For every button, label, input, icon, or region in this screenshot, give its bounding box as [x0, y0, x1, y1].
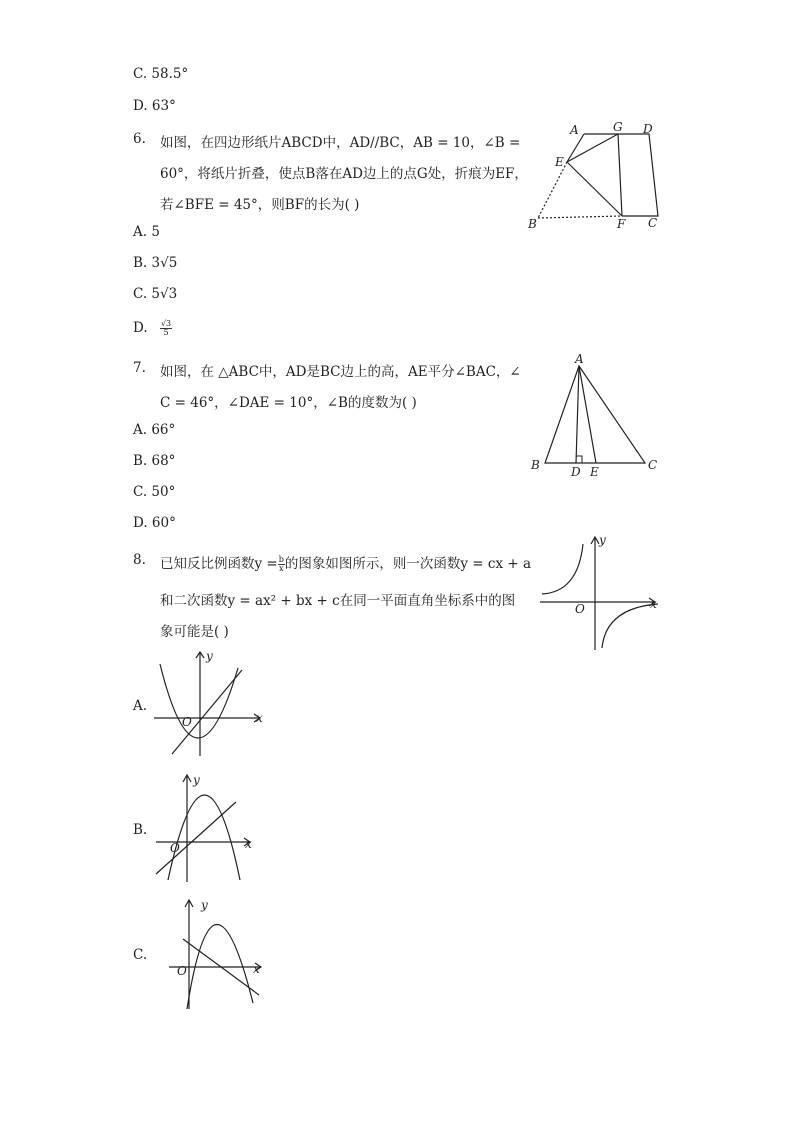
- q7-stem-line2: C = 46°，∠DAE = 10°，∠B的度数为( ): [160, 395, 417, 411]
- q8-reference-figure: [538, 534, 663, 652]
- q6-option-b: B. 3√5: [133, 255, 178, 271]
- q6-figure: [522, 118, 672, 233]
- q8-option-c-graph: [165, 893, 275, 1013]
- q7-option-b: B. 68°: [133, 453, 176, 469]
- q6-label-a: A: [570, 123, 579, 137]
- hyperbola-branch-left: [542, 544, 583, 594]
- q8-option-c-label: C.: [133, 947, 148, 963]
- line: [172, 670, 242, 754]
- q8-stem-line1-b: 的图象如图所示，则一次函数y = cx + a: [284, 556, 531, 572]
- q7-figure: [528, 352, 668, 482]
- q7-option-a: A. 66°: [133, 422, 176, 438]
- b-y-label: y: [193, 773, 200, 787]
- c-y-label: y: [201, 898, 208, 912]
- q6-label-e: E: [555, 155, 564, 169]
- q6-fold-ef: [567, 162, 622, 216]
- q8-option-a-graph: [150, 650, 270, 760]
- q7-option-c: C. 50°: [133, 484, 176, 500]
- ref-y-label: y: [599, 534, 606, 547]
- q6-option-a: A. 5: [133, 224, 160, 240]
- q7-option-d: D. 60°: [133, 515, 176, 531]
- q8-option-a-label: A.: [133, 698, 148, 714]
- q7-triangle-abc: [545, 366, 645, 463]
- q7-label-c: C: [648, 458, 658, 472]
- q6-edge-eg: [567, 134, 618, 162]
- a-x-label: x: [256, 711, 263, 725]
- q8-frac-numerator: b: [278, 555, 284, 564]
- q6-option-d-denominator: 5: [163, 328, 169, 337]
- q7-number: 7.: [133, 360, 146, 376]
- q6-label-g: G: [613, 120, 623, 134]
- q6-dashed-eb: [538, 162, 567, 218]
- q8-frac-denominator: x: [279, 564, 284, 573]
- q6-option-d-numerator: √3: [160, 319, 172, 328]
- parabola: [160, 664, 238, 738]
- q7-stem-line1: 如图，在 △ABC中，AD是BC边上的高，AE平分∠BAC，∠: [160, 364, 521, 380]
- q7-bisector-ae: [579, 366, 596, 463]
- q6-label-b: B: [528, 217, 537, 231]
- q6-stem-line1: 如图，在四边形纸片ABCD中，AD//BC，AB = 10，∠B =: [160, 135, 521, 151]
- q8-number: 8.: [133, 552, 146, 568]
- q6-stem-line2: 60°，将纸片折叠，使点B落在AD边上的点G处，折痕为EF，: [160, 166, 528, 182]
- q6-option-d-label: D.: [133, 320, 148, 336]
- q8-option-b-graph: [150, 770, 260, 885]
- q7-right-angle-mark: [576, 456, 582, 463]
- q7-label-a: A: [575, 352, 584, 366]
- q6-edge-gf: [618, 134, 622, 216]
- b-x-label: x: [245, 837, 252, 851]
- q6-stem-line3: 若∠BFE = 45°，则BF的长为( ): [160, 197, 360, 213]
- q7-altitude-ad: [576, 366, 579, 463]
- c-origin-label: O: [177, 964, 187, 978]
- q5-option-c: C. 58.5°: [133, 66, 189, 82]
- q6-label-d: D: [643, 122, 653, 136]
- q7-label-d: D: [571, 465, 581, 479]
- q8-stem-line2: 和二次函数y = ax² + bx + c在同一平面直角坐标系中的图: [160, 593, 516, 609]
- q7-label-e: E: [590, 465, 599, 479]
- b-origin-label: O: [170, 841, 180, 855]
- q5-option-d: D. 63°: [133, 98, 176, 114]
- a-origin-label: O: [182, 715, 192, 729]
- c-x-label: x: [253, 962, 260, 976]
- ref-x-label: x: [650, 597, 657, 611]
- q8-stem-line1-a: 已知反比例函数y =: [160, 556, 278, 572]
- q6-label-c: C: [648, 216, 658, 230]
- q8-stem-line3: 象可能是( ): [160, 624, 229, 640]
- q6-label-f: F: [617, 217, 626, 231]
- a-y-label: y: [206, 650, 213, 663]
- line: [156, 802, 236, 874]
- q6-dashed-bf: [538, 216, 622, 218]
- q6-number: 6.: [133, 131, 146, 147]
- q8-stem-line1: [160, 552, 531, 573]
- q8-option-b-label: B.: [133, 822, 148, 838]
- q7-label-b: B: [531, 458, 540, 472]
- q6-option-c: C. 5√3: [133, 286, 178, 302]
- ref-origin-label: O: [575, 602, 585, 616]
- q6-option-d: [133, 320, 172, 337]
